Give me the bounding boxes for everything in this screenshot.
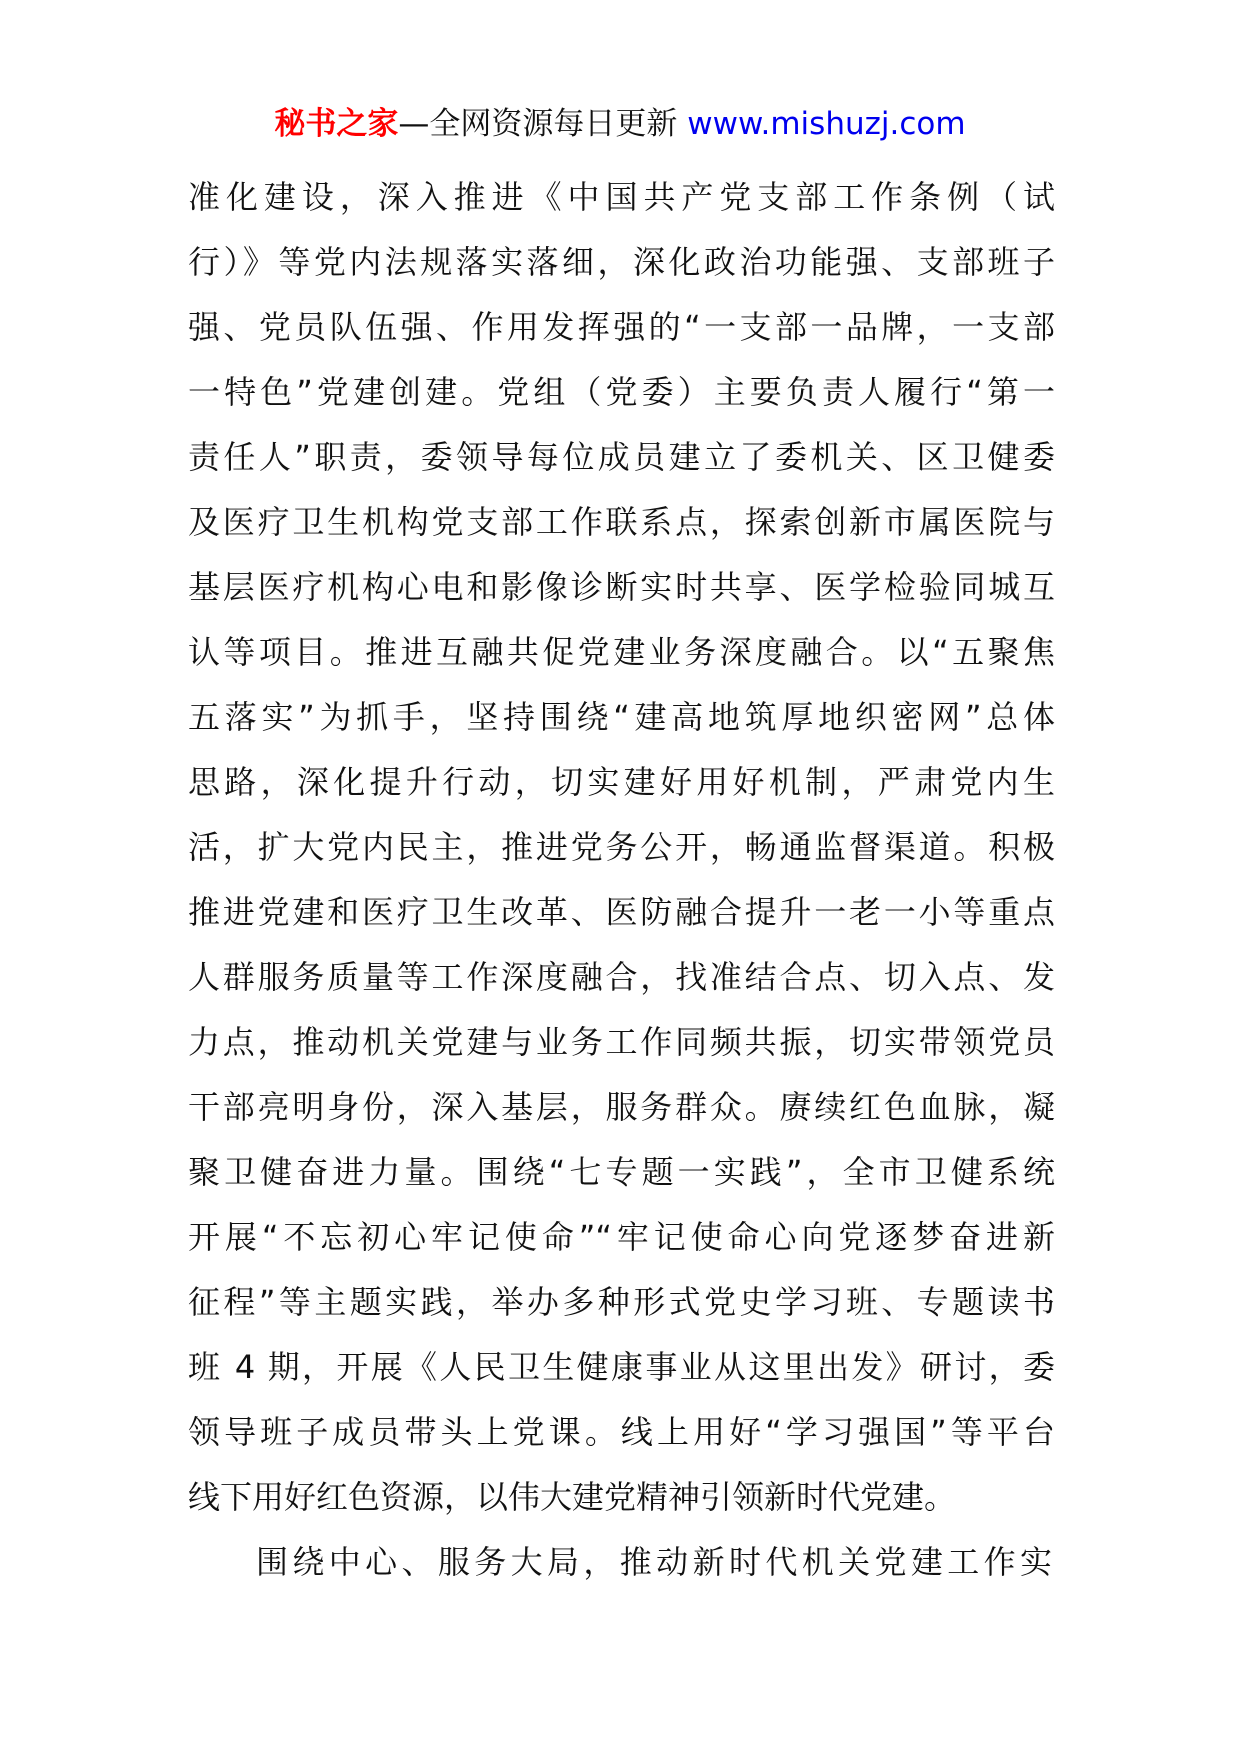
body-line: 一特色”党建创建。党组（党委）主要负责人履行“第一 — [188, 373, 1055, 411]
paragraph-start-line: 围绕中心、服务大局，推动新时代机关党建工作实 — [256, 1543, 1055, 1581]
body-line: 开展“不忘初心牢记使命”“牢记使命心向党逐梦奋进新 — [188, 1218, 1055, 1256]
body-line: 征程”等主题实践，举办多种形式党史学习班、专题读书 — [188, 1283, 1055, 1321]
body-line: 人群服务质量等工作深度融合，找准结合点、切入点、发 — [188, 958, 1055, 996]
body-line: 准化建设，深入推进《中国共产党支部工作条例（试 — [188, 178, 1055, 216]
site-header-banner — [0, 104, 1240, 144]
brand-name: 秘书之家 — [274, 106, 399, 142]
header-tagline: —全网资源每日更新 — [398, 106, 678, 142]
body-line: 及医疗卫生机构党支部工作联系点，探索创新市属医院与 — [188, 503, 1055, 541]
body-line: 认等项目。推进互融共促党建业务深度融合。以“五聚焦 — [188, 633, 1055, 671]
body-line: 力点，推动机关党建与业务工作同频共振，切实带领党员 — [188, 1023, 1055, 1061]
body-line: 强、党员队伍强、作用发挥强的“一支部一品牌，一支部 — [188, 308, 1055, 346]
body-line: 五落实”为抓手，坚持围绕“建高地筑厚地织密网”总体 — [188, 698, 1055, 736]
document-body — [188, 165, 1055, 1595]
site-url-link[interactable]: www.mishuzj.com — [687, 106, 966, 142]
paragraph-end-line: 线下用好红色资源，以伟大建党精神引领新时代党建。 — [188, 1478, 957, 1516]
body-line: 责任人”职责，委领导每位成员建立了委机关、区卫健委 — [188, 438, 1055, 476]
body-line: 思路，深化提升行动，切实建好用好机制，严肃党内生 — [188, 763, 1055, 801]
body-line: 干部亮明身份，深入基层，服务群众。赓续红色血脉，凝 — [188, 1088, 1055, 1126]
body-line: 领导班子成员带头上党课。线上用好“学习强国”等平台 — [188, 1413, 1055, 1451]
body-line: 班 4 期，开展《人民卫生健康事业从这里出发》研讨，委 — [188, 1348, 1055, 1386]
body-line: 推进党建和医疗卫生改革、医防融合提升一老一小等重点 — [188, 893, 1055, 931]
body-line: 聚卫健奋进力量。围绕“七专题一实践”，全市卫健系统 — [188, 1153, 1055, 1191]
body-line: 活，扩大党内民主，推进党务公开，畅通监督渠道。积极 — [188, 828, 1055, 866]
body-line: 行）》等党内法规落实落细，深化政治功能强、支部班子 — [188, 243, 1055, 281]
body-line: 基层医疗机构心电和影像诊断实时共享、医学检验同城互 — [188, 568, 1055, 606]
